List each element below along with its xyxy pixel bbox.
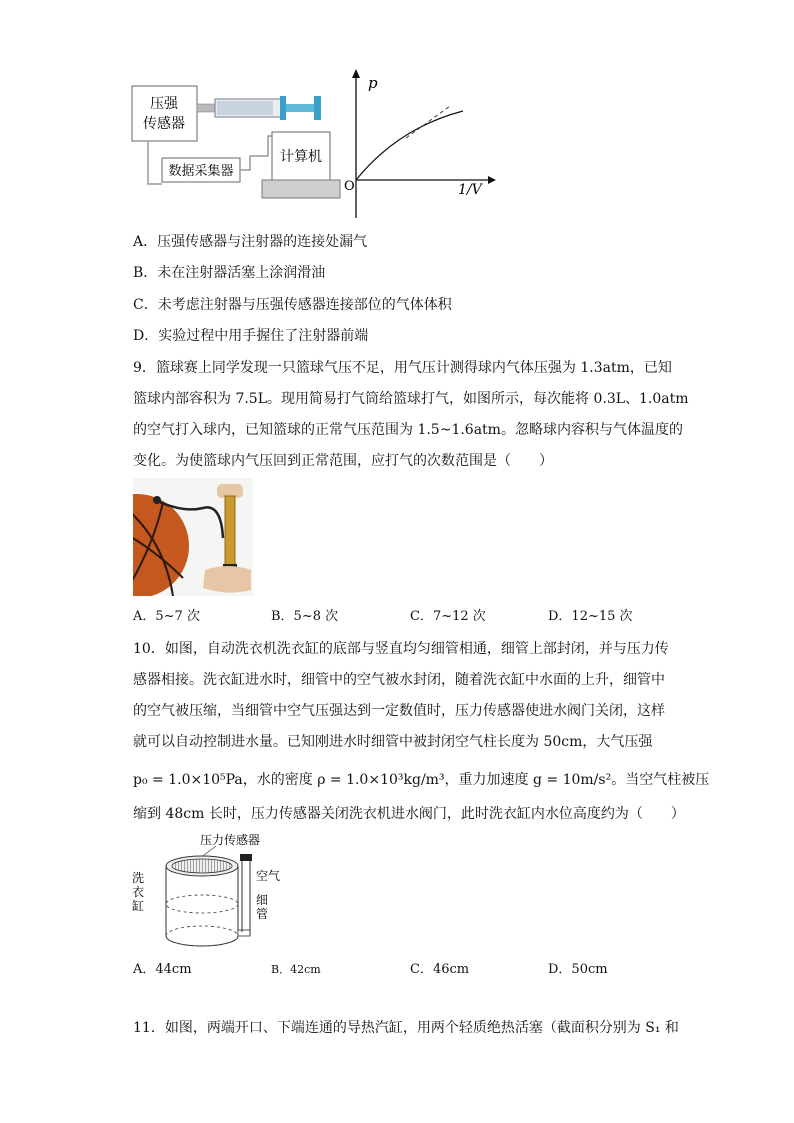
computer-base	[262, 180, 340, 198]
graph-y-label: p	[368, 74, 378, 92]
tube-label-2: 管	[256, 907, 269, 921]
graph-x-arrow	[488, 176, 496, 184]
q10-text-line-1: 10．如图，自动洗衣机洗衣缸的底部与竖直均匀细管相通，细管上部封闭，并与压力传	[133, 641, 669, 657]
q9-option-c: C．7~12 次	[410, 609, 486, 624]
basketball-pump-image	[133, 478, 253, 596]
sensor-cap	[240, 854, 252, 861]
q9-option-b: B．5~8 次	[271, 609, 339, 624]
tub-label-2: 衣	[132, 885, 145, 899]
computer-label: 计算机	[280, 149, 322, 165]
q8-option-c: C．未考虑注射器与压强传感器连接部位的气体体积	[133, 297, 452, 313]
cable-1	[148, 141, 162, 184]
q10-option-a: A．44cm	[133, 962, 192, 977]
q10-text-line-5: p₀ = 1.0×10⁵Pa，水的密度 ρ = 1.0×10³kg/m³，重力加速度 g = 10m/s²。当空气柱被压	[133, 772, 710, 788]
graph-curve	[356, 111, 463, 180]
washing-machine-diagram	[130, 832, 290, 952]
sensor-label: 压力传感器	[200, 833, 261, 847]
graph-y-arrow	[352, 69, 360, 78]
graph-dashed-line	[406, 106, 450, 138]
q10-text-line-2: 感器相接。洗衣缸进水时，细管中的空气被水封闭，随着洗衣缸中水面的上升，细管中	[133, 672, 665, 688]
q8-option-b: B．未在注射器活塞上涂润滑油	[133, 265, 326, 281]
q10-option-b: B．42cm	[271, 963, 321, 976]
q10-text-line-4: 就可以自动控制进水量。已知刚进水时细管中被封闭空气柱长度为 50cm，大气压强	[133, 734, 653, 750]
q11-text-line-1: 11．如图，两端开口、下端连通的导热汽缸，用两个轻质绝热活塞（截面积分别为 S₁ 和	[133, 1020, 679, 1036]
syringe-gas	[217, 101, 273, 115]
q8-option-d: D．实验过程中用手握住了注射器前端	[133, 328, 369, 344]
q10-option-d: D．50cm	[548, 962, 608, 977]
pressure-sensor-box	[132, 86, 197, 141]
pump-barrel	[225, 496, 235, 566]
air-label: 空气	[256, 869, 281, 883]
pressure-sensor-label-2: 传感器	[143, 116, 185, 132]
syringe-rod	[286, 104, 316, 112]
q9-text-line-1: 9．篮球赛上同学发现一只篮球气压不足，用气压计测得球内气体压强为 1.3atm，已知	[133, 360, 672, 376]
q9-text-line-2: 篮球内部容积为 7.5L。现用简易打气筒给篮球打气，如图所示，每次能将 0.3L、1.0atm	[133, 391, 689, 407]
graph-origin-label: O	[344, 179, 355, 194]
pressure-sensor-label-1: 压强	[150, 96, 178, 112]
data-collector-label: 数据采集器	[168, 164, 234, 179]
water-level-1	[166, 895, 238, 913]
tub-label-1: 洗	[132, 871, 145, 885]
graph-x-label: 1/V	[458, 182, 482, 198]
q10-text-line-6: 缩到 48cm 长时，压力传感器关闭洗衣机进水阀门，此时洗衣缸内水位高度约为（ ）	[133, 806, 685, 822]
apparatus-diagram	[128, 66, 508, 226]
q9-option-d: D．12~15 次	[548, 609, 633, 624]
syringe-handle	[314, 96, 321, 120]
q9-text-line-4: 变化。为使篮球内气压回到正常范围，应打气的次数范围是（ ）	[133, 453, 553, 469]
tube-label-1: 细	[256, 893, 269, 907]
cable-2	[240, 136, 272, 170]
q10-option-c: C．46cm	[410, 962, 470, 977]
q8-option-a: A．压强传感器与注射器的连接处漏气	[133, 234, 368, 250]
hand-bottom	[203, 566, 251, 593]
syringe-piston	[280, 96, 286, 120]
q9-text-line-3: 的空气打入球内，已知篮球的正常气压范围为 1.5~1.6atm。忽略球内容积与气体温度的	[133, 422, 683, 438]
syringe-nozzle	[197, 104, 215, 112]
tub-label-3: 缸	[132, 899, 145, 913]
q9-option-a: A．5~7 次	[133, 609, 200, 624]
q10-text-line-3: 的空气被压缩，当细管中空气压强达到一定数值时，压力传感器使进水阀门关闭，这样	[133, 703, 665, 719]
